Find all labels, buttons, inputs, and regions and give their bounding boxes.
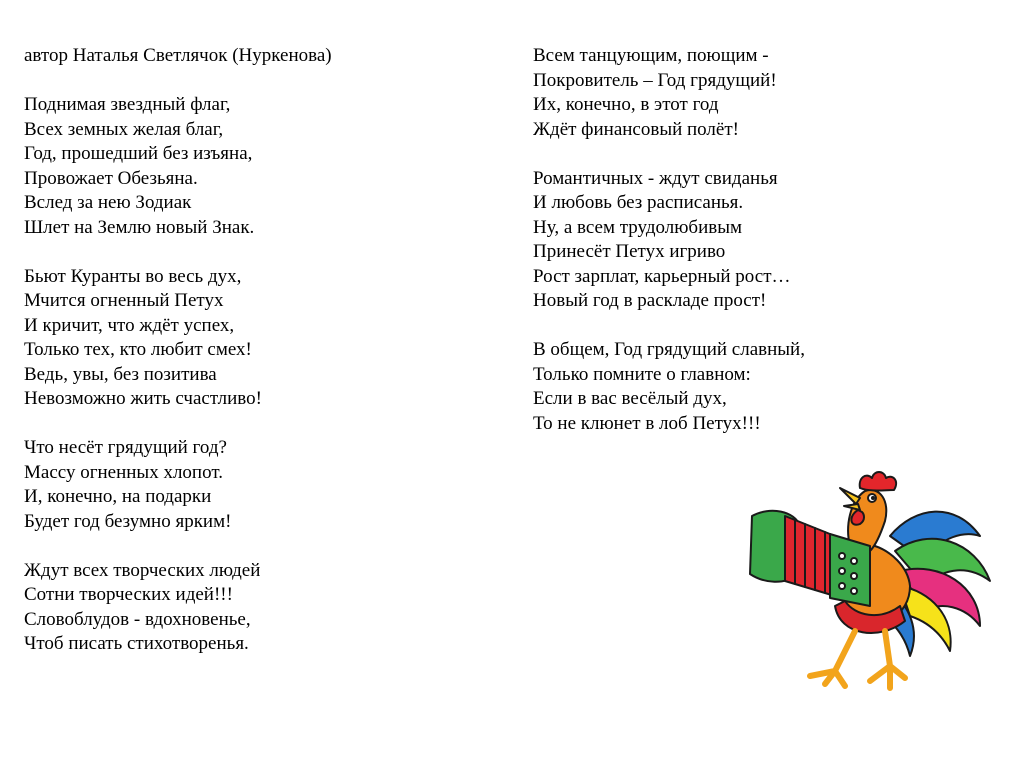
poem-line: Что несёт грядущий год? bbox=[24, 437, 227, 458]
poem-line: Всем танцующим, поющим - bbox=[533, 45, 769, 66]
stanza-5 bbox=[533, 44, 993, 142]
stanza-gap bbox=[533, 142, 993, 167]
poem-line: В общем, Год грядущий славный, bbox=[533, 339, 805, 360]
stanza-gap bbox=[24, 69, 504, 94]
poem-left-column bbox=[24, 44, 504, 657]
stanza-3 bbox=[24, 436, 504, 534]
poem-line: Ждёт финансовый полёт! bbox=[533, 118, 739, 140]
poem-line: Ждут всех творческих людей bbox=[24, 559, 261, 581]
poem-line: Массу огненных хлопот. bbox=[24, 461, 223, 483]
poem-line: Невозможно жить счастливо! bbox=[24, 388, 262, 409]
poem-line: Их, конечно, в этот год bbox=[533, 94, 719, 115]
stanza-7 bbox=[533, 338, 993, 436]
stanza-gap bbox=[533, 314, 993, 339]
poem-line: Сотни творческих идей!!! bbox=[24, 584, 233, 605]
rooster-leg-right bbox=[870, 631, 905, 688]
poem-line: Принесёт Петух игриво bbox=[533, 241, 726, 262]
poem-line: И кричит, что ждёт успех, bbox=[24, 314, 235, 336]
poem-line: Год, прошедший без изъяна, bbox=[24, 143, 253, 164]
poem-line: Ну, а всем трудолюбивым bbox=[533, 216, 743, 238]
rooster-with-accordion-icon bbox=[740, 466, 1000, 696]
poem-line: Шлет на Землю новый Знак. bbox=[24, 216, 255, 238]
poem-line: Поднимая звездный флаг, bbox=[24, 94, 231, 115]
poem-line: Чтоб писать стихотворенья. bbox=[24, 633, 249, 654]
rooster-beak-upper bbox=[840, 488, 860, 504]
rooster-leg-left bbox=[810, 631, 855, 686]
accordion-right-block bbox=[830, 534, 870, 606]
stanza-2 bbox=[24, 265, 504, 412]
poem-line: Словоблудов - вдохновенье, bbox=[24, 608, 251, 630]
stanza-1 bbox=[24, 93, 504, 240]
poem-line: Провожает Обезьяна. bbox=[24, 167, 198, 189]
poem-right-column bbox=[533, 44, 993, 436]
poem-line: Будет год безумно ярким! bbox=[24, 510, 232, 532]
poem-line: Вслед за нею Зодиак bbox=[24, 192, 192, 213]
poem-line: И любовь без расписанья. bbox=[533, 192, 744, 213]
poem-line: Покровитель – Год грядущий! bbox=[533, 69, 777, 91]
poem-line: Рост зарплат, карьерный рост… bbox=[533, 265, 791, 287]
poem-line: Ведь, увы, без позитива bbox=[24, 363, 217, 385]
rooster-comb bbox=[860, 472, 896, 491]
stanza-4 bbox=[24, 559, 504, 657]
poem-line: Романтичных - ждут свиданья bbox=[533, 167, 778, 189]
poem-line: То не клюнет в лоб Петух!!! bbox=[533, 412, 761, 434]
stanza-gap bbox=[24, 412, 504, 437]
poem-line: Только тех, кто любит смех! bbox=[24, 339, 252, 360]
poem-line: Если в вас весёлый дух, bbox=[533, 388, 727, 409]
poem-line: Всех земных желая благ, bbox=[24, 118, 224, 140]
poem-line: Бьют Куранты во весь дух, bbox=[24, 265, 242, 287]
poem-line: И, конечно, на подарки bbox=[24, 486, 212, 507]
stanza-gap bbox=[24, 534, 504, 559]
stanza-gap bbox=[24, 240, 504, 265]
stanza-6 bbox=[533, 167, 993, 314]
poem-line: Мчится огненный Петух bbox=[24, 290, 224, 311]
poem-line: Новый год в раскладе прост! bbox=[533, 290, 767, 311]
poem-line: Только помните о главном: bbox=[533, 363, 751, 385]
accordion-bellows bbox=[785, 516, 835, 596]
author-line: автор Наталья Светлячок (Нуркенова) bbox=[24, 45, 332, 66]
